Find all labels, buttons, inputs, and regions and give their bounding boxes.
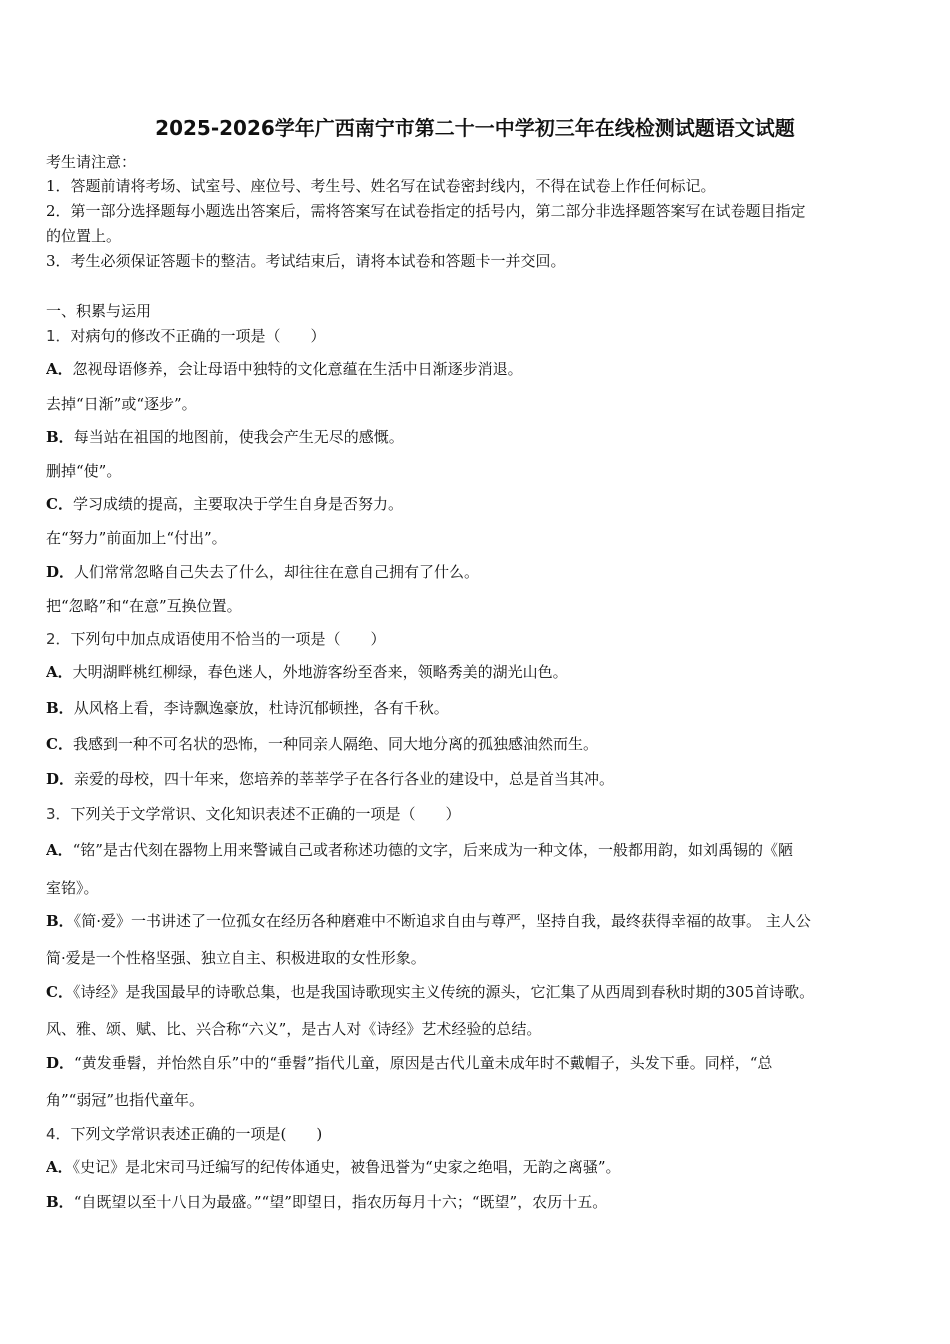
question-number: 4． [46, 1125, 71, 1143]
option-a [46, 1156, 908, 1178]
option-c [46, 733, 908, 755]
question-4 [46, 1123, 908, 1145]
option-label: C． [46, 983, 73, 1001]
question-3 [46, 803, 908, 825]
option-a [46, 358, 908, 380]
option-label: A． [46, 841, 73, 859]
option-label: B． [46, 1193, 74, 1211]
page-title: 2025-2026学年广西南宁市第二十一中学初三年在线检测试题语文试题 [155, 116, 795, 140]
option-fix: 删掉“使”。 [46, 462, 122, 480]
option-label: C． [46, 495, 73, 513]
option-text: 学习成绩的提高，主要取决于学生自身是否努力。 [72, 495, 403, 513]
option-b [46, 910, 908, 932]
option-c [46, 981, 908, 1003]
option-b [46, 697, 908, 719]
option-continued: 简·爱是一个性格坚强、独立自主、积极进取的女性形象。 [46, 949, 426, 967]
question-number: 1． [46, 327, 71, 345]
option-text: 人们常常忽略自己失去了什么，却往往在意自己拥有了什么。 [74, 563, 480, 581]
option-text: 忽视母语修养，会让母语中独特的文化意蕴在生活中日渐逐步消退。 [72, 360, 523, 378]
option-fix: 去掉“日渐”或“逐步”。 [46, 395, 197, 413]
option-continued: 风、雅、颂、赋、比、兴合称“六义”，是古人对《诗经》艺术经验的总结。 [46, 1020, 542, 1038]
option-a [46, 839, 908, 861]
option-text: 我感到一种不可名状的恐怖，一种同亲人隔绝、同大地分离的孤独感油然而生。 [72, 735, 598, 753]
notice-item: 1．答题前请将考场、试室号、座位号、考生号、姓名写在试卷密封线内，不得在试卷上作任何标记。 [46, 177, 716, 195]
option-fix: 在“努力”前面加上“付出”。 [46, 529, 227, 547]
option-text: 大明湖畔桃红柳绿，春色迷人，外地游客纷至沓来，领略秀美的湖光山色。 [72, 663, 568, 681]
option-c [46, 493, 908, 515]
question-number: 2． [46, 630, 71, 648]
option-text: 每当站在祖国的地图前，使我会产生无尽的感慨。 [73, 428, 404, 446]
notice-item: 的位置上。 [46, 227, 122, 245]
option-d [46, 768, 908, 790]
option-text: “自既望以至十八日为最盛。”“望”即望日，指农历每月十六；“既望”，农历十五。 [73, 1193, 608, 1211]
option-label: B． [46, 699, 74, 717]
question-stem: 下列句中加点成语使用不恰当的一项是（ ） [70, 630, 386, 648]
option-text: 《史记》是北宋司马迁编写的纪传体通史，被鲁迅誉为“史家之绝唱，无韵之离骚”。 [72, 1158, 621, 1176]
option-label: D． [46, 770, 75, 788]
option-continued: 角”“弱冠”也指代童年。 [46, 1091, 205, 1109]
notice-item: 3．考生必须保证答题卡的整洁。考试结束后，请将本试卷和答题卡一并交回。 [46, 252, 566, 270]
option-label: A． [46, 663, 73, 681]
option-label: D． [46, 1054, 75, 1072]
notice-item: 2．第一部分选择题每小题选出答案后，需将答案写在试卷指定的括号内，第二部分非选择题答案写在试卷题目指定 [46, 202, 806, 220]
question-stem: 下列文学常识表述正确的一项是( ) [70, 1125, 323, 1143]
question-1 [46, 325, 908, 347]
option-label: D． [46, 563, 75, 581]
option-label: C． [46, 735, 73, 753]
option-b [46, 1191, 908, 1213]
option-text: 《诗经》是我国最早的诗歌总集，也是我国诗歌现实主义传统的源头，它汇集了从西周到春秋时期的305首诗歌。 [72, 983, 815, 1001]
option-a [46, 661, 908, 683]
option-continued: 室铭》。 [46, 879, 99, 897]
option-label: B． [46, 428, 74, 446]
option-d [46, 1052, 908, 1074]
option-d [46, 561, 908, 583]
option-fix: 把“忽略”和“在意”互换位置。 [46, 597, 242, 615]
option-b [46, 426, 908, 448]
option-label: B． [46, 912, 74, 930]
option-label: A． [46, 1158, 73, 1176]
question-stem: 下列关于文学常识、文化知识表述不正确的一项是（ ） [70, 805, 461, 823]
notice-heading: 考生请注意： [46, 153, 137, 171]
option-text: 《简·爱》一书讲述了一位孤女在经历各种磨难中不断追求自由与尊严，坚持自我，最终获得幸福的故事。 主人公 [73, 912, 811, 930]
section-heading: 一、积累与运用 [46, 302, 152, 320]
option-text: “黄发垂髫，并怡然自乐”中的“垂髫”指代儿童，原因是古代儿童未成年时不戴帽子，头发下垂。同样，“总 [74, 1054, 773, 1072]
option-label: A． [46, 360, 73, 378]
option-text: 亲爱的母校，四十年来，您培养的莘莘学子在各行各业的建设中，总是首当其冲。 [74, 770, 615, 788]
question-2 [46, 628, 908, 650]
question-number: 3． [46, 805, 71, 823]
question-stem: 对病句的修改不正确的一项是（ ） [70, 327, 326, 345]
option-text: 从风格上看，李诗飘逸豪放，杜诗沉郁顿挫，各有千秋。 [73, 699, 449, 717]
option-text: “铭”是古代刻在器物上用来警诫自己或者称述功德的文字，后来成为一种文体，一般都用韵，如刘禹锡的《陋 [72, 841, 793, 859]
